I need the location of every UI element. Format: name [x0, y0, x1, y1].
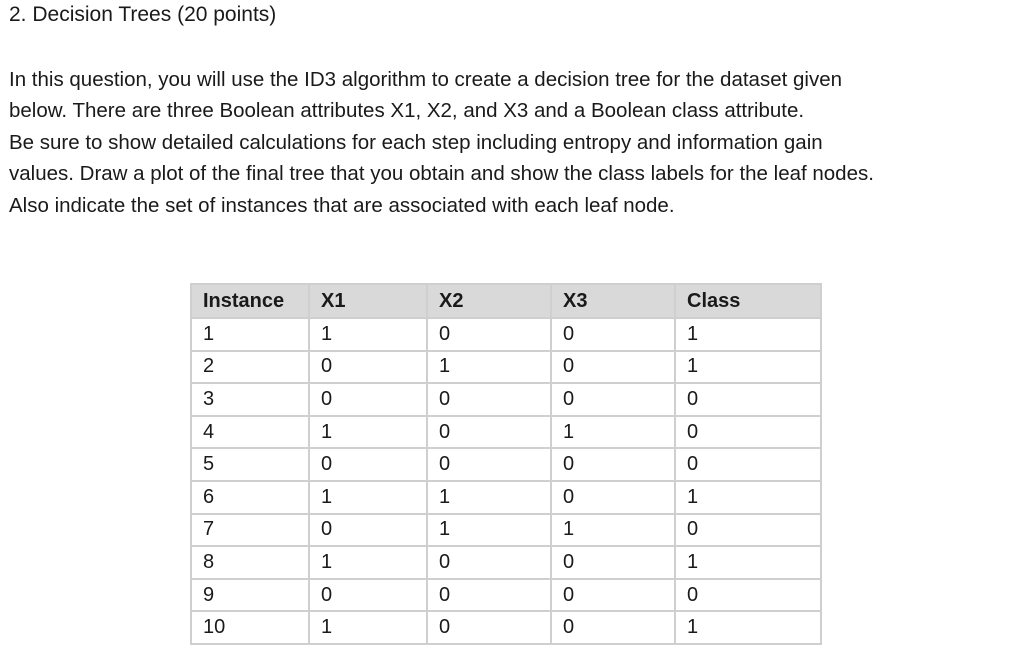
cell-x2: 1 — [427, 481, 551, 514]
cell-x3: 0 — [551, 546, 675, 579]
table-row — [191, 416, 821, 449]
table-row — [191, 611, 821, 644]
header-x3: X3 — [551, 284, 675, 318]
header-class: Class — [675, 284, 821, 318]
cell-class: 1 — [675, 546, 821, 579]
cell-x1: 1 — [309, 416, 427, 449]
cell-x2: 0 — [427, 448, 551, 481]
cell-x1: 0 — [309, 383, 427, 416]
cell-x3: 1 — [551, 416, 675, 449]
cell-x2: 0 — [427, 416, 551, 449]
table-header-row — [191, 284, 821, 318]
cell-class: 0 — [675, 514, 821, 547]
cell-instance: 7 — [191, 514, 309, 547]
question-heading: 2. Decision Trees (20 points) — [9, 3, 277, 26]
cell-instance: 9 — [191, 579, 309, 612]
table-row — [191, 318, 821, 351]
cell-x1: 1 — [309, 546, 427, 579]
description-line: In this question, you will use the ID3 algorithm to create a decision tree for the dataset given — [9, 68, 842, 91]
cell-x2: 1 — [427, 514, 551, 547]
cell-instance: 8 — [191, 546, 309, 579]
cell-x1: 1 — [309, 611, 427, 644]
cell-x3: 0 — [551, 611, 675, 644]
header-x1: X1 — [309, 284, 427, 318]
cell-x1: 1 — [309, 481, 427, 514]
cell-instance: 6 — [191, 481, 309, 514]
cell-x3: 0 — [551, 448, 675, 481]
header-instance: Instance — [191, 284, 309, 318]
cell-instance: 3 — [191, 383, 309, 416]
cell-class: 1 — [675, 481, 821, 514]
cell-x1: 0 — [309, 579, 427, 612]
cell-instance: 1 — [191, 318, 309, 351]
table-row — [191, 481, 821, 514]
cell-x2: 0 — [427, 383, 551, 416]
cell-x1: 0 — [309, 448, 427, 481]
cell-instance: 4 — [191, 416, 309, 449]
cell-x2: 0 — [427, 546, 551, 579]
cell-x3: 1 — [551, 514, 675, 547]
table-row — [191, 383, 821, 416]
cell-class: 0 — [675, 416, 821, 449]
table-row — [191, 351, 821, 384]
cell-class: 1 — [675, 611, 821, 644]
cell-class: 0 — [675, 383, 821, 416]
cell-x2: 0 — [427, 318, 551, 351]
cell-x3: 0 — [551, 318, 675, 351]
cell-x2: 0 — [427, 611, 551, 644]
table-row — [191, 579, 821, 612]
table-row — [191, 448, 821, 481]
question-description — [9, 64, 1019, 221]
cell-class: 1 — [675, 351, 821, 384]
cell-x1: 0 — [309, 351, 427, 384]
table-body — [191, 318, 821, 644]
cell-x2: 0 — [427, 579, 551, 612]
cell-class: 1 — [675, 318, 821, 351]
table-row — [191, 546, 821, 579]
cell-instance: 10 — [191, 611, 309, 644]
cell-class: 0 — [675, 579, 821, 612]
description-line: Be sure to show detailed calculations for each step including entropy and information gain — [9, 130, 823, 154]
cell-x3: 0 — [551, 351, 675, 384]
dataset-table — [190, 283, 822, 645]
description-line: below. There are three Boolean attributes X1, X2, and X3 and a Boolean class attribute. — [9, 99, 805, 123]
cell-x3: 0 — [551, 383, 675, 416]
cell-class: 0 — [675, 448, 821, 481]
cell-instance: 2 — [191, 351, 309, 384]
description-line: values. Draw a plot of the final tree that you obtain and show the class labels for the leaf nodes. — [9, 162, 874, 186]
cell-x1: 0 — [309, 514, 427, 547]
cell-x2: 1 — [427, 351, 551, 384]
table-row — [191, 514, 821, 547]
cell-x1: 1 — [309, 318, 427, 351]
header-x2: X2 — [427, 284, 551, 318]
cell-instance: 5 — [191, 448, 309, 481]
cell-x3: 0 — [551, 481, 675, 514]
cell-x3: 0 — [551, 579, 675, 612]
description-line: Also indicate the set of instances that are associated with each leaf node. — [9, 193, 675, 217]
